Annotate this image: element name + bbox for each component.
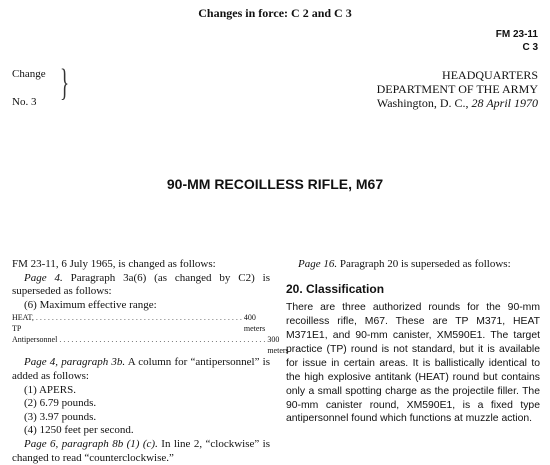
left-column xyxy=(12,258,289,465)
spec-value: 300 meters xyxy=(267,335,289,356)
hq-place: Washington, D. C., xyxy=(376,96,469,110)
hq-place-date xyxy=(377,96,538,110)
list-item: (1) APERS. xyxy=(24,383,76,396)
fm-number: FM 23-11 xyxy=(495,29,538,40)
change-paragraph-1 xyxy=(12,272,270,299)
brace-divider: } xyxy=(60,62,70,104)
right-column xyxy=(286,258,540,426)
section-heading: 20. Classification xyxy=(286,281,385,296)
spec-label: Antipersonnel xyxy=(12,335,58,345)
change-number: No. 3 xyxy=(12,96,37,108)
hq-line-2: DEPARTMENT OF THE ARMY xyxy=(376,82,538,96)
list-item: (4) 1250 feet per second. xyxy=(24,424,134,437)
change-text: Paragraph 3a(6) (as changed by C2) is superseded as follows: xyxy=(12,271,271,298)
change-text: A column for “antipersonnel” is added as follows: xyxy=(12,356,270,382)
spec-label: HEAT, TP xyxy=(12,313,34,334)
section-text: There are three authorized rounds for the 90-mm recoilless rifle, M67. These are TP M371, HEAT M371E1, and 90-mm canister, XM590E1. The target practice (TP) round is not standard, but it is available for issue in certain areas. It is ballistically identical to the high explosive antitank (HEAT) round but contains only a small spotting charge as the projectile filler. The 90-mm canister round, XM590E1, is a fixed type antipersonnel found which functions at muzzle action. xyxy=(286,302,540,425)
changes-in-force: Changes in force: C 2 and C 3 xyxy=(198,6,352,20)
change-label: Change xyxy=(12,68,46,80)
page-reference: Page 4, paragraph 3b. xyxy=(24,356,126,369)
page-reference: Page 16. xyxy=(298,258,338,270)
page-reference: Page 6, paragraph 8b (1) (c). xyxy=(24,437,158,450)
change-code: C 3 xyxy=(522,42,538,53)
intro-text: FM 23-11, 6 July 1965, is changed as follows: xyxy=(12,258,216,270)
spec-value: 400 meters xyxy=(243,313,266,334)
change-paragraph-2 xyxy=(12,356,270,383)
change-paragraph-4 xyxy=(286,258,540,272)
change-paragraph-3 xyxy=(12,438,270,465)
hq-date: 28 April 1970 xyxy=(471,96,538,110)
document-number-block xyxy=(496,28,538,54)
spec-row-antipersonnel: Antipersonnel . . . . . . . . . . . . . . . . . . . . . . . . . . . . . . . . . . . . . . . . . . . . . . . . . . . . 300 meters xyxy=(12,335,289,356)
page-reference: Page 4. xyxy=(24,271,63,284)
headquarters-block xyxy=(377,68,538,110)
change-text: In line 2, “clockwise” is changed to read “counterclockwise.” xyxy=(12,437,271,464)
list-item: (2) 6.79 pounds. xyxy=(24,397,97,410)
change-text: Paragraph 20 is superseded as follows: xyxy=(339,258,511,270)
hq-line-1: HEADQUARTERS xyxy=(442,68,538,82)
spec-row-heat: HEAT, TP . . . . . . . . . . . . . . . . . . . . . . . . . . . . . . . . . . . . . . . . . . . . . . . . . . . . 400 meters xyxy=(12,313,266,334)
item-6: (6) Maximum effective range: xyxy=(24,298,157,311)
list-item: (3) 3.97 pounds. xyxy=(24,410,97,423)
document-title: 90-MM RECOILLESS RIFLE, M67 xyxy=(166,176,384,192)
